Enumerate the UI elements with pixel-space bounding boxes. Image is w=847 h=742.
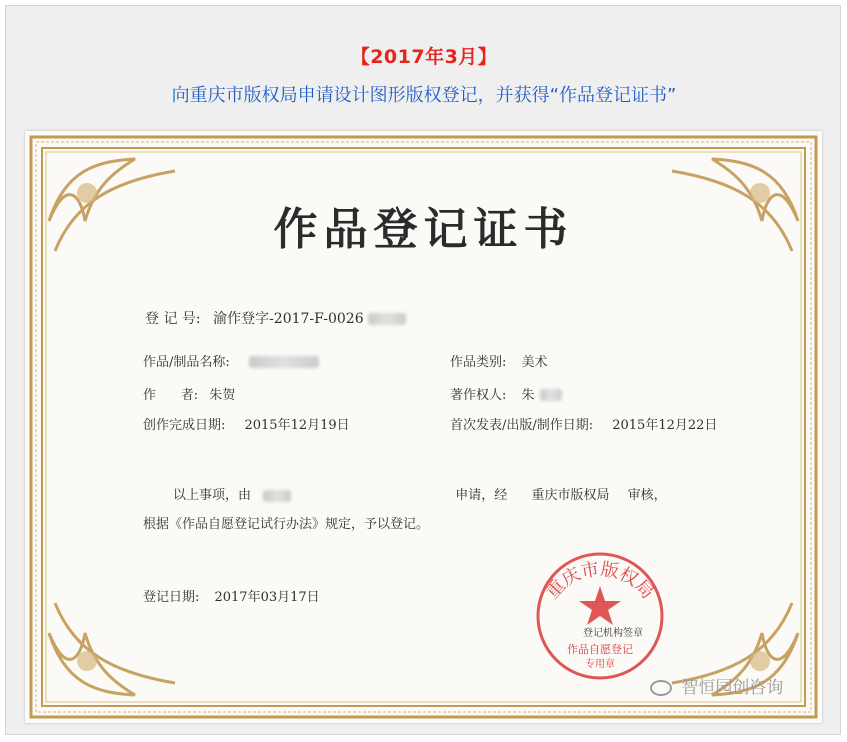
redacted-block	[249, 356, 319, 368]
certificate-image	[25, 131, 822, 723]
completion-date-row	[143, 414, 350, 433]
publish-date-value: 2015年12月22日	[612, 418, 718, 433]
work-name-row	[143, 351, 319, 370]
category-value: 美术	[521, 355, 548, 370]
completion-date-label: 创作完成日期:	[143, 418, 226, 433]
body-text-part: 以上事项，由	[173, 488, 252, 503]
author-row	[143, 384, 235, 403]
publish-date-label: 首次发表/出版/制作日期:	[450, 418, 594, 433]
registration-number-value: 渝作登字-2017-F-0026	[213, 311, 364, 327]
body-line-1	[173, 484, 667, 503]
watermark	[650, 673, 783, 698]
seal-star-icon	[579, 586, 621, 625]
category-row	[450, 351, 548, 370]
owner-label: 著作权人:	[450, 388, 507, 403]
seal-bottom-line-1: 作品自愿登记	[567, 643, 633, 656]
body-text-part: 重庆市版权局	[531, 488, 610, 503]
redacted-block	[368, 313, 406, 325]
owner-value: 朱	[521, 388, 535, 403]
date-heading: 【2017年3月】	[350, 46, 498, 68]
caption-text: 向重庆市版权局申请设计图形版权登记，并获得“作品登记证书”	[171, 85, 677, 106]
work-name-label: 作品/制品名称:	[143, 355, 230, 370]
seal-bottom-line-2: 专用章	[585, 659, 615, 670]
body-text-part: 审核，	[627, 488, 667, 503]
registration-date-label: 登记日期:	[143, 590, 200, 605]
body-text-part: 申请，经	[455, 488, 508, 503]
owner-row	[450, 384, 562, 403]
registration-number-label: 登 记 号:	[145, 311, 201, 327]
registration-date-row	[143, 586, 320, 605]
content-panel	[5, 5, 841, 735]
redacted-block	[540, 389, 562, 401]
watermark-text: 智恒园创咨询	[681, 678, 784, 698]
official-seal	[525, 541, 675, 681]
wechat-icon	[650, 680, 672, 696]
redacted-block	[263, 490, 291, 502]
completion-date-value: 2015年12月19日	[244, 418, 350, 433]
publish-date-row	[450, 414, 717, 433]
certificate-title: 作品登记证书	[273, 204, 574, 255]
registration-date-value: 2017年03月17日	[214, 590, 320, 605]
author-value: 朱贺	[209, 388, 236, 403]
seal-middle-text: 登记机构签章	[583, 628, 643, 639]
author-label: 作 者:	[143, 388, 199, 403]
seal-top-text: 重庆市版权局	[542, 558, 658, 604]
category-label: 作品类别:	[450, 355, 507, 370]
registration-number-row	[145, 308, 406, 328]
body-line-2: 根据《作品自愿登记试行办法》规定，予以登记。	[143, 517, 430, 532]
